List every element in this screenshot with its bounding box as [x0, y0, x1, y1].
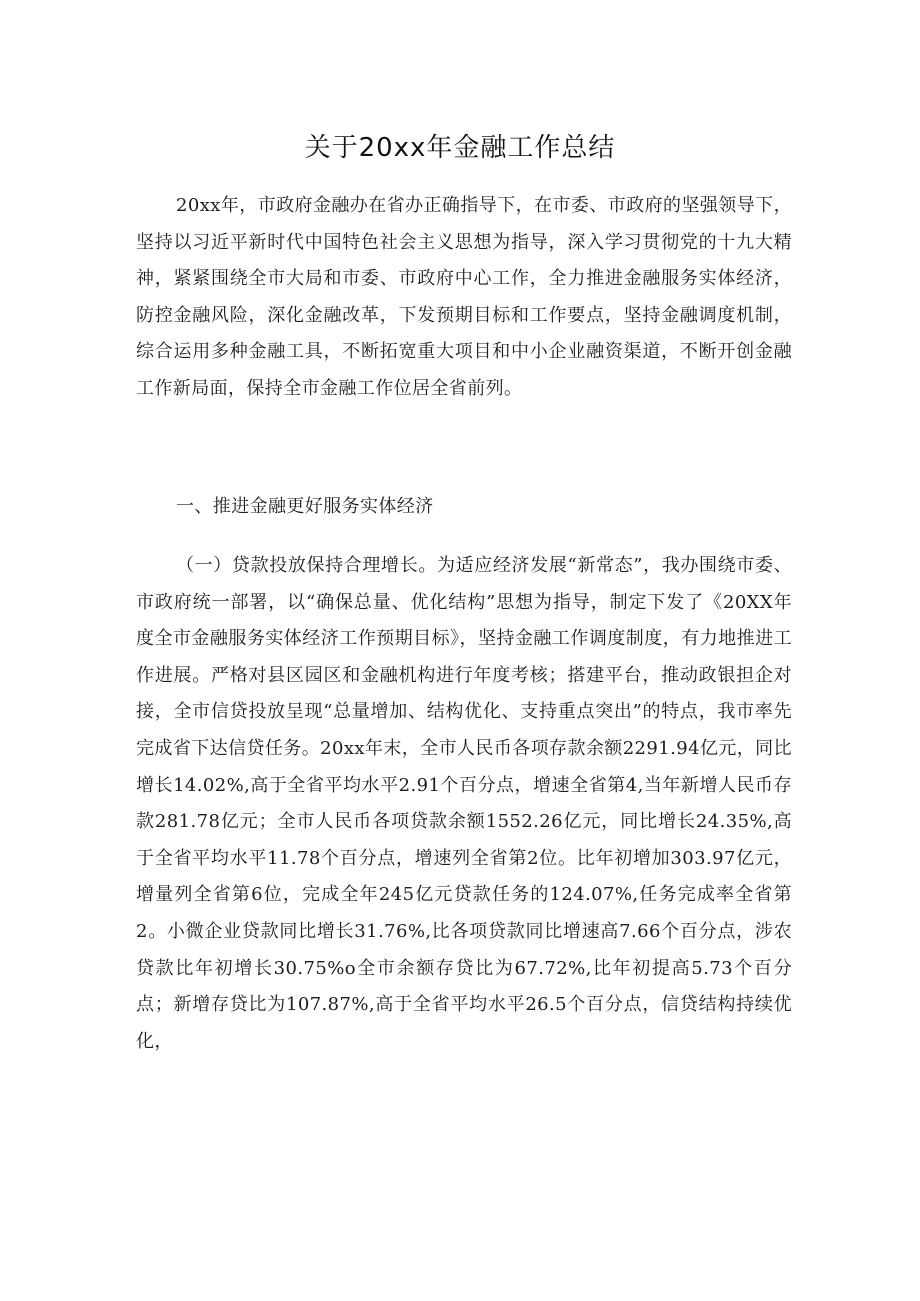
document-title: 关于20xx年金融工作总结 [304, 133, 616, 163]
intro-paragraph: 20xx年，市政府金融办在省办正确指导下，在市委、市政府的坚强领导下，坚持以习近平新时代中国特色社会主义思想为指导，深入学习贯彻党的十九大精神，紧紧围绕全市大局和市委、市政府中心工作，全力推进金融服务实体经济，防控金融风险，深化金融改革，下发预期目标和工作要点，坚持金融调度机制，综合运用多种金融工具，不断拓宽重大项目和中小企业融资渠道，不断开创金融工作新局面，保持全市金融工作位居全省前列。 [136, 195, 792, 399]
section-heading: 一、推进金融更好服务实体经济 [176, 496, 434, 517]
loan-paragraph: （一）贷款投放保持合理增长。为适应经济发展“新常态”，我办围绕市委、市政府统一部署，以“确保总量、优化结构”思想为指导，制定下发了《20XX年度全市金融服务实体经济工作预期目标》，坚持金融工作调度制度，有力地推进工作进展。严格对县区园区和金融机构进行年度考核；搭建平台，推动政银担企对接，全市信贷投放呈现“总量增加、结构优化、支持重点突出”的特点，我市率先完成省下达信贷任务。20xx年末，全市人民币各项存款余额2291.94亿元，同比增长14.02%,高于全省平均水平2.91个百分点，增速全省第4,当年新增人民币存款281.78亿元；全市人民币各项贷款余额1552.26亿元，同比增长24.35%,高于全省平均水平11.78个百分点，增速列全省第2位。比年初增加303.97亿元，增量列全省第6位，完成全年245亿元贷款任务的124.07%,任务完成率全省第2。小微企业贷款同比增长31.76%,比各项贷款同比增速高7.66个百分点，涉农贷款比年初增长30.75%o全市余额存贷比为67.72%,比年初提高5.73个百分点；新增存贷比为107.87%,高于全省平均水平26.5个百分点，信贷结构持续优化， [136, 555, 792, 1052]
